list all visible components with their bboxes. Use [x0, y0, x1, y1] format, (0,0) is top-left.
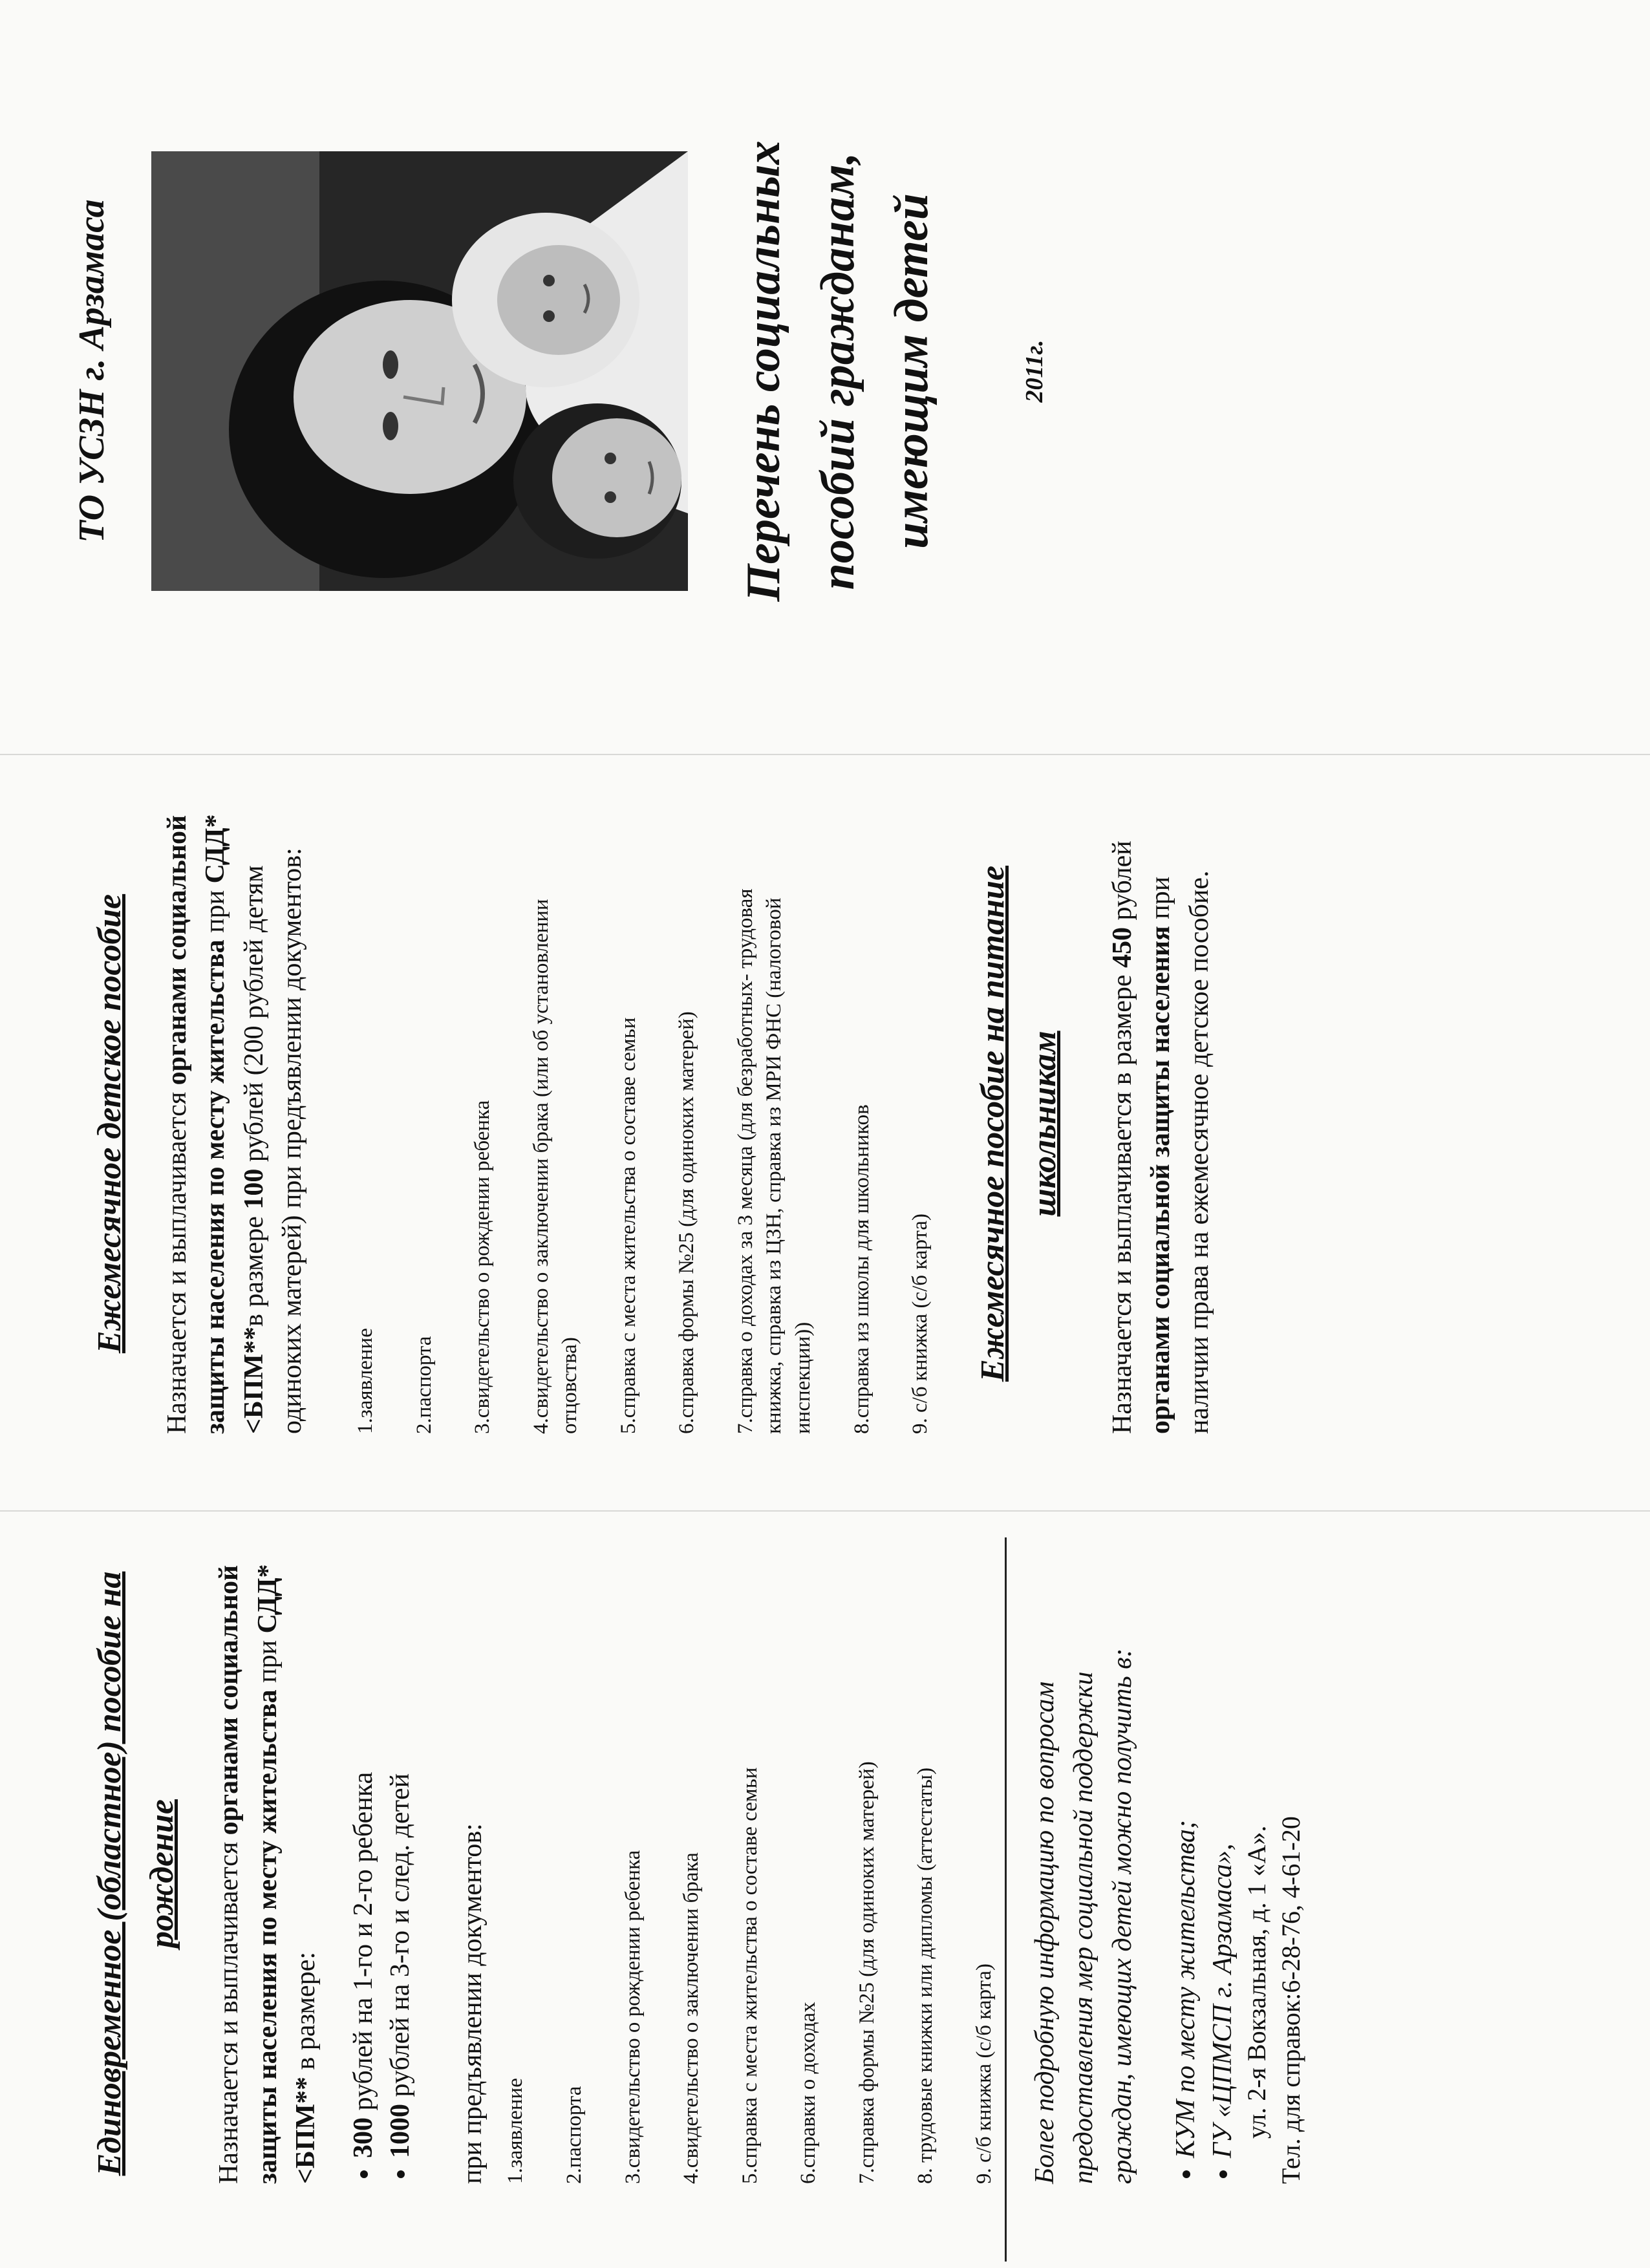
document-item: 8. трудовые книжки или дипломы (аттестаты) [914, 1767, 938, 2184]
text-run: Назначается и выплачивается в размере [1107, 968, 1137, 1434]
document-item: 1.заявление [504, 2078, 528, 2184]
document-item: 4.свидетельство о заключении брака [680, 1852, 703, 2184]
text-run: Назначается и выплачивается [214, 1835, 244, 2184]
organization-name: ТО УСЗН г. Арзамаса [72, 199, 112, 543]
allowance-description [158, 813, 313, 1434]
amount-value: 300 [348, 2117, 379, 2158]
text-run: при [252, 1633, 283, 1690]
document-item: 6.справка формы №25 (для одиноких матерей) [675, 1011, 699, 1434]
document-item: 7.справка формы №25 (для одиноких матерей) [855, 1761, 879, 2184]
document-item: 3.свидетельство о рождении ребенка [621, 1850, 645, 2184]
text-run: в размере: [291, 1951, 321, 2077]
contact-item: • ГУ «ЦПМСП г. Арзамаса», [1205, 1563, 1241, 2158]
amount-item [345, 1563, 382, 2158]
text-run: в размере [239, 1209, 269, 1327]
panel-monthly-allowance [0, 755, 1650, 1512]
document-item: 3.свидетельство о рождении ребенка [471, 1100, 495, 1434]
panel-title: Ежемесячное детское пособие [91, 893, 128, 1354]
phone-numbers: Тел. для справок:6-28-76, 4-61-20 [1276, 1816, 1305, 2184]
text-run: рублей (200 рублей детям одиноких матерей) при предъявлении документов: [239, 848, 308, 1434]
publication-year: 2011г. [1021, 339, 1049, 403]
divider [1005, 1537, 1007, 2262]
document-item: 2.паспорта [562, 2086, 586, 2184]
amount-item [382, 1563, 419, 2158]
address: ул. 2-я Вокзальная, д. 1 «А». [1241, 1825, 1271, 2139]
document-item: 4.свидетельство о заключении брака (или об установлении отцовства) [529, 899, 582, 1434]
contact-list [1168, 1563, 1241, 2158]
document-list [351, 813, 935, 1434]
contact-item: • КУМ по месту жительства; [1168, 1563, 1205, 2158]
text-run-bold: органами социальной защиты населения по месту жительства [162, 815, 231, 1434]
document-item: 8.справка из школы для школьников [850, 1104, 873, 1434]
text-run-bold: СДД*<БПМ** [252, 1564, 321, 2184]
text-run: при наличии права на ежемесячное детское пособие. [1146, 870, 1215, 1434]
text-run-bold: органами социальной защиты населения по месту жительства [214, 1565, 283, 2184]
text-run: Назначается и выплачивается [162, 1085, 192, 1434]
info-text: Более подробную информацию по вопросам предоставления мер социальной поддержки граждан, имеющих детей можно получить в: [1030, 1648, 1137, 2184]
amount-text: рублей на 3-го и след. детей [385, 1773, 415, 2104]
document-item: 5.справка с места жительства о составе семьи [738, 1767, 762, 2184]
mother-and-children-photo-icon [151, 151, 688, 591]
docs-heading: при предъявлении документов: [458, 1823, 488, 2184]
photo-illustration [151, 151, 688, 591]
brochure-title: Перечень социальных пособий гражданам, имеющим детей [737, 140, 939, 602]
document-item: 2.паспорта [412, 1336, 436, 1434]
document-item: 9. с/б книжка (с/б карта) [908, 1214, 932, 1434]
panel-birth-allowance [0, 1512, 1650, 2268]
panel-title: Единовременное (областное) пособие на рождение [91, 1571, 180, 2176]
text-run-bold: СДД*<БПМ** [200, 814, 269, 1434]
text-run: рублей [1107, 840, 1137, 928]
document-item: 9. с/б книжка (с/б карта) [972, 1963, 996, 2184]
text-run-bold: органами социальной защиты населения [1146, 926, 1176, 1434]
amount-list [345, 1563, 418, 2158]
panel-subtitle: Ежемесячное пособие на питание школьникам [974, 865, 1064, 1382]
document-item: 1.заявление [354, 1328, 378, 1434]
document-item: 6.справки о доходах [797, 2002, 820, 2184]
text-run: при [200, 883, 231, 940]
allowance-description [210, 1563, 326, 2184]
document-item: 5.справка с места жительства о составе семьи [616, 1017, 640, 1434]
document-item: 7.справка о доходах за 3 месяца (для безработных- трудовая книжка, справка из ЦЗН, справка из МРИ ФНС (налоговой инспекции)) [733, 888, 815, 1434]
panel-cover [0, 0, 1650, 755]
amount-text: рублей на 1-го и 2-го ребенка [348, 1771, 379, 2117]
document-list [501, 1563, 998, 2184]
text-run-bold: 450 [1107, 927, 1137, 968]
amount-value: 1000 [385, 2104, 415, 2158]
text-run-bold: 100 [239, 1168, 269, 1210]
school-meal-description [1104, 813, 1219, 1434]
